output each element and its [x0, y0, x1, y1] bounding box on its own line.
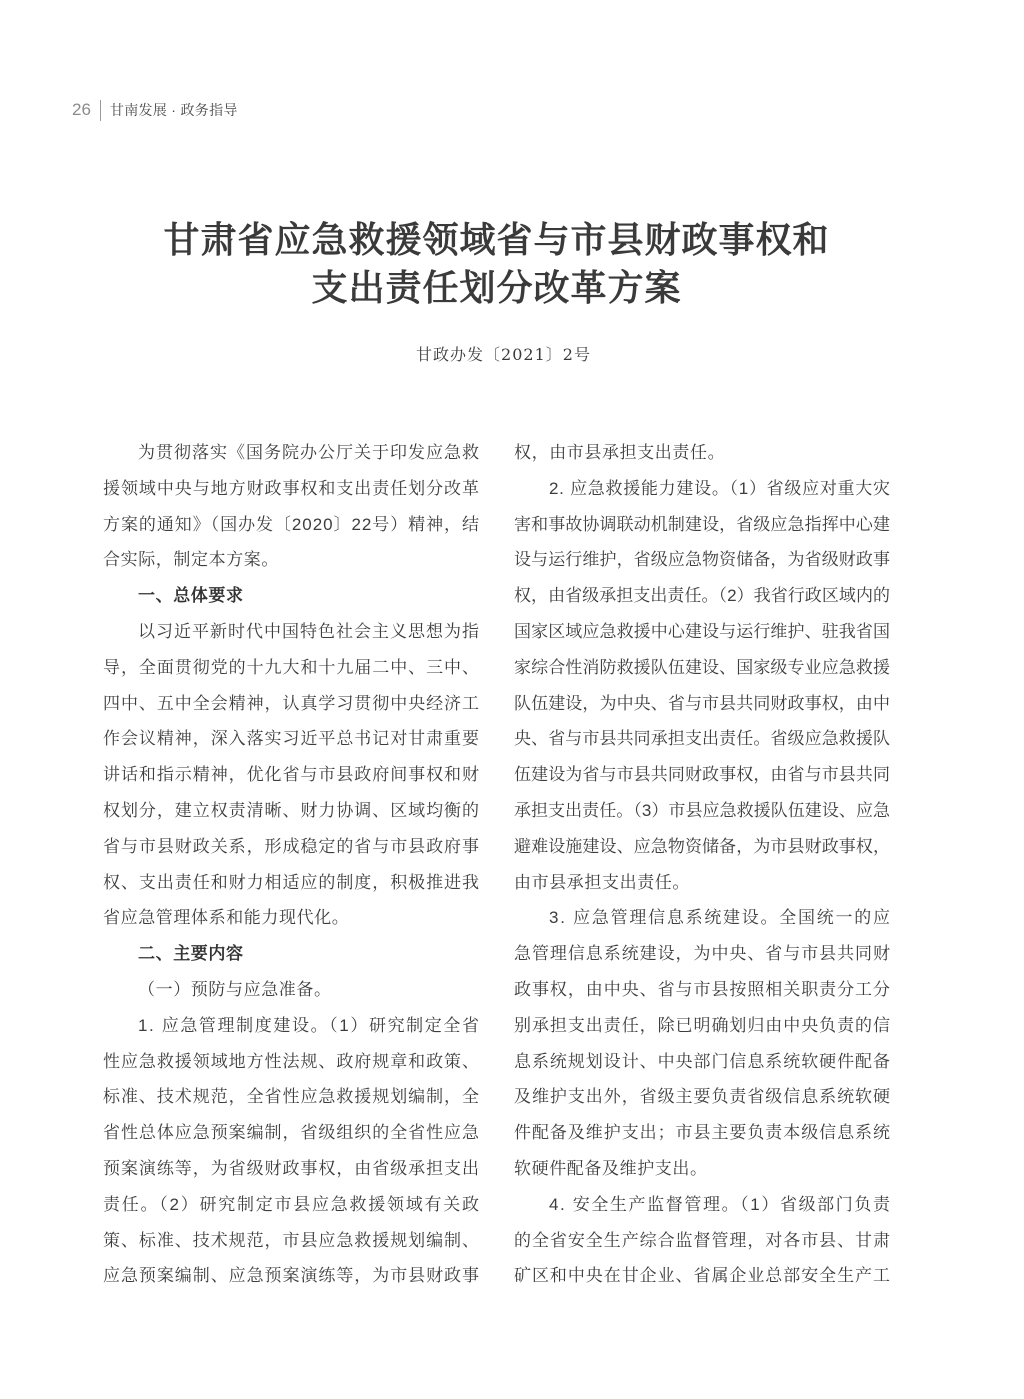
text-line: 四中、五中全会精神，认真学习贯彻中央经济工	[103, 693, 480, 713]
paragraph	[514, 900, 890, 1186]
text-line: 急管理信息系统建设，为中央、省与市县共同财	[514, 944, 891, 964]
text-line: 的全省安全生产综合监督管理，对各市县、甘肃	[514, 1230, 891, 1250]
subsection-heading-text: （一）预防与应急准备。	[138, 979, 332, 999]
text-line: 预案演练等，为省级财政事权，由省级承担支出	[103, 1158, 480, 1178]
article-title	[103, 216, 890, 312]
text-line: 省应急管理体系和能力现代化。	[103, 908, 350, 928]
text-line: 以习近平新时代中国特色社会主义思想为指	[138, 621, 480, 641]
text-line: 权，由省级承担支出责任。（2）我省行政区域内的	[514, 586, 891, 606]
text-line: 别承担支出责任，除已明确划归由中央负责的信	[514, 1015, 891, 1035]
text-line: 避难设施建设、应急物资储备，为市县财政事权，	[514, 836, 891, 856]
text-line: 合实际，制定本方案。	[103, 550, 279, 570]
section-heading-text: 一、总体要求	[138, 586, 244, 606]
text-line: 导，全面贯彻党的十九大和十九届二中、三中、	[103, 657, 480, 677]
text-line: 件配备及维护支出；市县主要负责本级信息系统	[514, 1123, 891, 1143]
subsection-heading	[103, 972, 479, 1008]
text-line: 队伍建设，为中央、省与市县共同财政事权，由中	[514, 693, 891, 713]
text-line: 作会议精神，深入落实习近平总书记对甘肃重要	[103, 729, 480, 749]
right-column	[514, 435, 890, 1294]
text-line: 策、标准、技术规范，市县应急救援规划编制、	[103, 1230, 480, 1250]
text-line: 援领域中央与地方财政事权和支出责任划分改革	[103, 478, 480, 498]
text-line: 应急预案编制、应急预案演练等，为市县财政事	[103, 1266, 480, 1286]
text-line: 承担支出责任。（3）市县应急救援队伍建设、应急	[514, 800, 891, 820]
text-line: 2. 应急救援能力建设。（1）省级应对重大灾	[549, 478, 891, 498]
paragraph	[514, 1187, 890, 1294]
text-line: 省与市县财政关系，形成稳定的省与市县政府事	[103, 836, 480, 856]
text-line: 3. 应急管理信息系统建设。全国统一的应	[549, 908, 892, 928]
text-line: 讲话和指示精神，优化省与市县政府间事权和财	[103, 765, 480, 785]
publication-section: 甘南发展 · 政务指导	[109, 102, 238, 118]
running-header	[72, 99, 238, 121]
section-heading	[103, 578, 479, 614]
title-line: 支出责任划分改革方案	[311, 267, 682, 309]
text-line: 权划分，建立权责清晰、财力协调、区域均衡的	[103, 800, 480, 820]
text-line: 政事权，由中央、省与市县按照相关职责分工分	[514, 979, 891, 999]
text-line: 家综合性消防救援队伍建设、国家级专业应急救援	[514, 657, 891, 677]
text-line: 国家区域应急救援中心建设与运行维护、驻我省国	[514, 621, 891, 641]
text-line: 息系统规划设计、中央部门信息系统软硬件配备	[514, 1051, 891, 1071]
text-line: 央、省与市县共同承担支出责任。省级应急救援队	[514, 729, 891, 749]
text-line: 性应急救援领域地方性法规、政府规章和政策、	[103, 1051, 480, 1071]
text-line: 由市县承担支出责任。	[514, 872, 690, 892]
text-line: 省性总体应急预案编制，省级组织的全省性应急	[103, 1123, 480, 1143]
title-line: 甘肃省应急救援领域省与市县财政事权和	[163, 219, 830, 261]
text-line: 及维护支出外，省级主要负责省级信息系统软硬	[514, 1087, 891, 1107]
text-line: 权，由市县承担支出责任。	[514, 443, 726, 462]
text-line: 责任。（2）研究制定市县应急救援领域有关政	[103, 1194, 481, 1214]
text-line: 软硬件配备及维护支出。	[514, 1158, 708, 1178]
text-line: 4. 安全生产监督管理。（1）省级部门负责	[549, 1194, 892, 1214]
text-line: 为贯彻落实《国务院办公厅关于印发应急救	[138, 443, 480, 462]
text-line: 1. 应急管理制度建设。（1）研究制定全省	[138, 1015, 481, 1035]
section-heading	[103, 936, 479, 972]
text-line: 伍建设为省与市县共同财政事权，由省与市县共同	[514, 765, 891, 785]
paragraph	[103, 435, 479, 578]
paragraph	[103, 614, 479, 936]
document-number: 甘政办发〔2021〕2号	[416, 345, 591, 364]
header-divider	[100, 100, 101, 121]
text-line: 权、支出责任和财力相适应的制度，积极推进我	[103, 872, 480, 892]
page-number: 26	[72, 100, 91, 119]
text-line: 标准、技术规范，全省性应急救援规划编制，全	[103, 1087, 480, 1107]
text-line: 方案的通知》（国办发〔2020〕22号）精神，结	[103, 514, 480, 534]
paragraph	[514, 471, 890, 901]
text-line: 害和事故协调联动机制建设，省级应急指挥中心建	[514, 514, 891, 534]
section-heading-text: 二、主要内容	[138, 944, 244, 964]
left-column	[103, 435, 479, 1294]
text-line: 设与运行维护，省级应急物资储备，为省级财政事	[514, 550, 891, 570]
text-line: 矿区和中央在甘企业、省属企业总部安全生产工	[514, 1266, 891, 1286]
paragraph	[103, 1008, 479, 1294]
paragraph-continuation	[514, 435, 890, 471]
